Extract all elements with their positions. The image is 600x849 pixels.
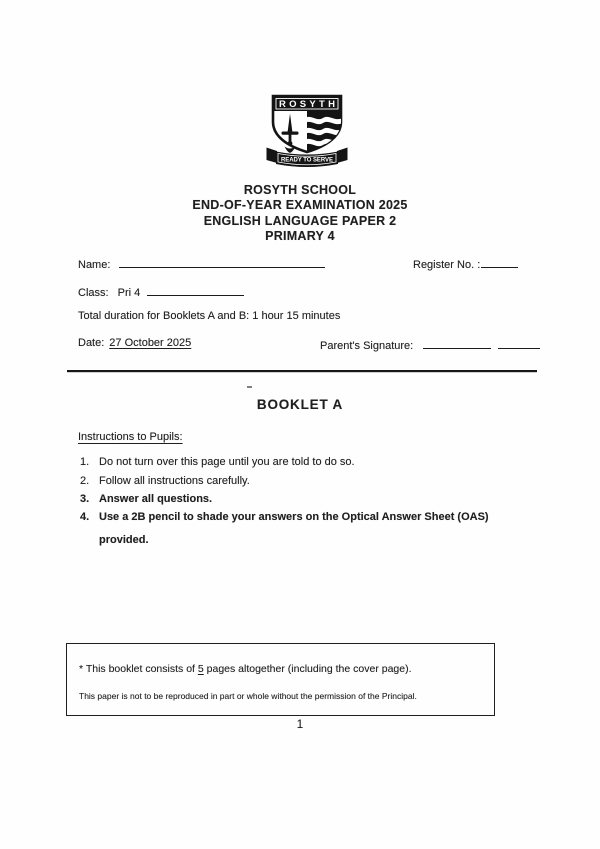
instruction-number: 3. <box>80 493 90 505</box>
instruction-number: 4. <box>80 511 90 523</box>
school-crest-logo <box>261 94 353 172</box>
register-row <box>413 256 518 271</box>
register-blank-field <box>481 256 518 268</box>
instruction-text: Use a 2B pencil to shade your answers on the Optical Answer Sheet (OAS) <box>99 511 489 523</box>
signature-blank-field <box>423 337 491 349</box>
crest-icon <box>261 94 353 172</box>
date-row <box>78 337 191 349</box>
instruction-text: Do not turn over this page until you are told to do so. <box>99 456 355 468</box>
scan-artifact-dash <box>247 386 252 388</box>
school-name: ROSYTH SCHOOL <box>243 183 357 197</box>
name-label: Name: <box>78 259 111 271</box>
instruction-item-4 <box>80 511 489 523</box>
page-number: 1 <box>296 719 304 731</box>
section-divider <box>67 370 537 372</box>
footer-notice-box <box>66 643 495 716</box>
instructions-heading: Instructions to Pupils: <box>78 431 183 443</box>
date-value: 27 October 2025 <box>109 337 192 349</box>
class-value: Pri 4 <box>117 287 141 299</box>
name-row <box>78 256 325 271</box>
signature-blank-field-2 <box>498 337 540 349</box>
booklet-title: BOOKLET A <box>256 397 344 412</box>
name-blank-field <box>119 256 325 268</box>
register-label: Register No. : <box>413 259 481 271</box>
subject-paper: ENGLISH LANGUAGE PAPER 2 <box>203 213 397 228</box>
instruction-number: 1. <box>80 456 90 468</box>
crest-motto-text: READY TO SERVE <box>281 157 333 164</box>
page-count-suffix: pages altogether (including the cover page). <box>203 663 412 675</box>
duration-row <box>78 310 340 322</box>
class-blank-field <box>147 284 244 296</box>
date-label: Date: <box>78 337 105 349</box>
class-label: Class: <box>78 287 109 299</box>
copyright-notice: This paper is not to be reproduced in part or whole without the permission of the Principal. <box>79 691 417 701</box>
instruction-item-4-continued: provided. <box>99 534 149 546</box>
page-count-notice <box>79 663 412 675</box>
svg-text:ROSYTH: ROSYTH <box>279 99 335 111</box>
exam-name: END-OF-YEAR EXAMINATION 2025 <box>192 198 408 213</box>
page-count-value: 5 <box>197 663 204 675</box>
class-row <box>78 284 244 299</box>
parent-signature-row <box>320 337 540 352</box>
instruction-text: Answer all questions. <box>99 493 213 505</box>
instruction-number: 2. <box>80 475 90 487</box>
duration-text: Total duration for Booklets A and B: 1 hour 15 minutes <box>78 310 341 322</box>
parent-signature-label: Parent's Signature: <box>320 340 414 352</box>
instruction-item-2 <box>80 475 250 487</box>
exam-title-block <box>0 183 600 245</box>
instruction-text: Follow all instructions carefully. <box>99 475 250 487</box>
instruction-item-3 <box>80 493 212 505</box>
instruction-item-1 <box>80 456 355 468</box>
level: PRIMARY 4 <box>265 229 335 244</box>
page-count-prefix: * This booklet consists of <box>79 663 198 675</box>
